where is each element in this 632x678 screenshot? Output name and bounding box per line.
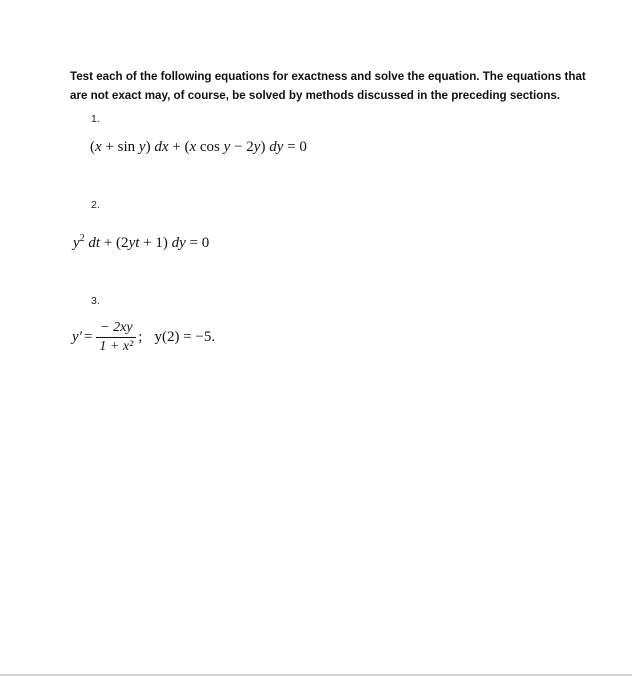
problem-1-equation: (x + sin y) dx + (x cos y − 2y) dy = 0 xyxy=(90,139,307,155)
problem-1-number: 1. xyxy=(91,113,100,125)
problem-3-fraction xyxy=(96,320,136,355)
instructions-text: Test each of the following equations for exactness and solve the equation. The equations that are not exact may, of course, be solved by methods discussed in the preceding sections. xyxy=(70,70,586,102)
problem-3-equals: = xyxy=(83,329,93,345)
problem-2-number: 2. xyxy=(91,199,100,211)
problem-2-equation: $y^2$ dt + (2yt + 1) dy = 0 xyxy=(73,233,210,251)
problem-3-lhs: y′ xyxy=(72,329,82,345)
problem-3-separator: ; xyxy=(138,329,143,345)
problem-3-numerator: − 2xy xyxy=(96,320,136,338)
problem-3-equation xyxy=(72,320,215,355)
problem-3-initial-condition: y(2) = −5. xyxy=(154,329,216,345)
problem-3-number: 3. xyxy=(91,295,100,307)
page-bottom-border xyxy=(0,674,632,676)
problem-3-denominator: 1 + x² xyxy=(99,339,134,354)
